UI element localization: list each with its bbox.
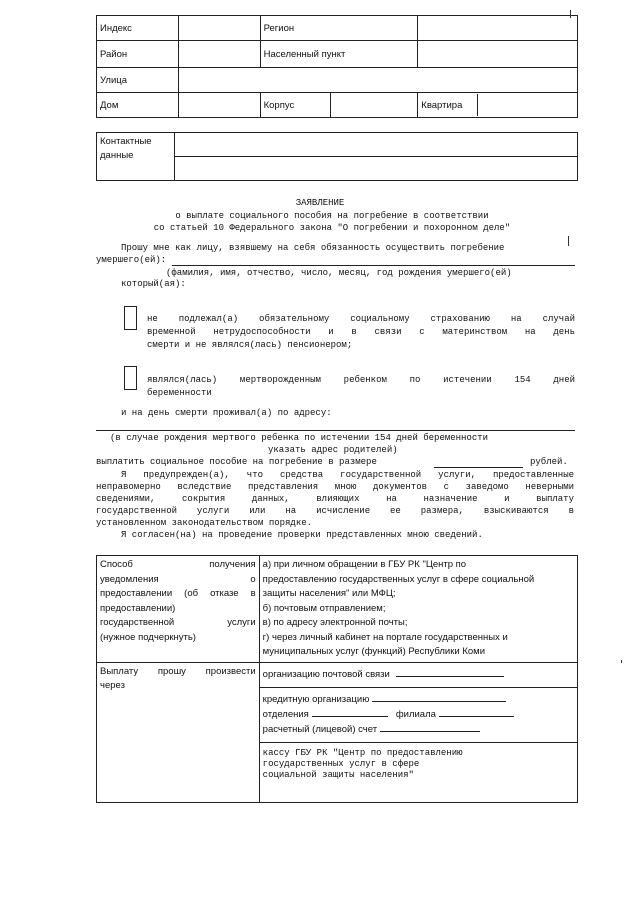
payout-branch-field[interactable]: [312, 707, 388, 717]
amount-field[interactable]: [434, 467, 523, 468]
warning-line4: государственной услуги или на исчисление ее размера, взыскиваются в: [96, 506, 574, 516]
region-field[interactable]: [418, 16, 578, 41]
option1-line3: смерти и не являлся(лась) пенсионером;: [147, 340, 353, 350]
residence-note1: (в случае рождения мертвого ребенка по истечении 154 дней беременности: [110, 433, 489, 443]
warning-line3: сведениями, сокрытия данных, влияющих на назначение и выплату: [96, 494, 574, 504]
option2-line2: беременности: [147, 388, 212, 398]
residence-label: и на день смерти проживал(а) по адресу:: [121, 408, 332, 418]
payout-account-label: расчетный (лицевой) счет: [262, 724, 378, 735]
payout-filial-label: филиала: [395, 709, 436, 720]
warning-paragraph: [96, 469, 574, 541]
district-label: Район: [97, 41, 179, 68]
apartment-field[interactable]: [477, 94, 577, 116]
warning-line5: установленном законодательством порядке.: [96, 518, 313, 528]
option1-line1: не подлежал(а) обязательному социальному страхованию на случай: [147, 314, 575, 324]
notify-option-a-line1: а) при личном обращении в ГБУ РК "Центр по: [262, 559, 467, 570]
residence-field[interactable]: [96, 430, 575, 431]
street-field[interactable]: [178, 68, 577, 93]
option1-text: [147, 313, 575, 352]
locality-field[interactable]: [418, 41, 578, 68]
deceased-field[interactable]: [172, 265, 575, 266]
deceased-hint: (фамилия, имя, отчество, число, месяц, год рождения умершего(ей): [166, 268, 512, 278]
payout-post-field[interactable]: [396, 667, 504, 677]
payout-cash-cell[interactable]: [259, 742, 577, 802]
payout-credit-label: кредитную организацию: [262, 694, 370, 705]
which-label: который(ая):: [121, 279, 186, 289]
notify-label-line5: государственной услуги: [100, 617, 256, 628]
warning-line2: неправомерно вследствие представления мною документов с заведомо неверными: [96, 482, 574, 492]
notify-option-d-line2: муниципальных услуг (функций) Республики Коми: [262, 646, 485, 657]
building-label: Корпус: [260, 93, 330, 118]
payout-cash-line3: социальной защиты населения": [262, 769, 414, 780]
notify-options-cell: [259, 556, 577, 663]
notify-option-a-line3: защиты населения" или МФЦ;: [262, 588, 396, 599]
payout-label-line2: через: [100, 680, 125, 691]
amount-currency: рублей.: [530, 457, 568, 467]
address-table: [96, 15, 578, 118]
options-table: [96, 555, 578, 803]
option2-line1: являлся(лась) мертворожденным ребенком по истечении 154 дней: [147, 375, 575, 385]
consent-line: Я согласен(на) на проведение проверки представленных мною сведений.: [121, 530, 483, 540]
payout-post-cell[interactable]: [259, 662, 577, 687]
notify-option-d[interactable]: [263, 631, 574, 660]
notify-option-a-line2: предоставлению государственных услуг в сфере социальной: [262, 573, 535, 585]
region-label: Регион: [260, 16, 418, 41]
apartment-cell: [418, 93, 578, 118]
locality-label: Населенный пункт: [260, 41, 418, 68]
district-field[interactable]: [178, 41, 260, 68]
payout-credit-field[interactable]: [372, 692, 506, 702]
contacts-label: [97, 133, 175, 181]
street-label: Улица: [97, 68, 179, 93]
notify-label-cell: [97, 556, 260, 663]
payout-label-cell: [97, 662, 260, 802]
request-line1: Прошу мне как лицу, взявшему на себя обязанность осуществить погребение: [121, 243, 505, 253]
header-line1: о выплате социального пособия на погребение в соответствии: [175, 211, 489, 221]
notify-label-line6: (нужное подчеркнуть): [100, 631, 196, 643]
amount-label: выплатить социальное пособие на погребение в размере: [96, 457, 377, 467]
house-label: Дом: [97, 93, 179, 118]
warning-line1: Я предупрежден(а), что средства государственной услуги, предоставленные: [121, 470, 574, 480]
option2-checkbox[interactable]: [124, 366, 137, 390]
residence-note2: указать адрес родителей): [268, 445, 398, 455]
house-field[interactable]: [178, 93, 260, 118]
notify-label-line2: уведомления о: [100, 573, 256, 585]
notify-option-c[interactable]: в) по адресу электронной почты;: [262, 617, 408, 628]
page-title: ЗАЯВЛЕНИЕ: [295, 198, 345, 208]
payout-cash-line2: государственных услуг в сфере: [262, 758, 420, 769]
contacts-label-line2: данные: [100, 150, 134, 161]
payout-filial-field[interactable]: [439, 707, 514, 717]
contacts-table: [96, 132, 578, 181]
header-line2: со статьей 10 Федерального закона "О погребении и похоронном деле": [153, 223, 511, 233]
payout-bank-cell[interactable]: [259, 687, 577, 742]
option1-checkbox[interactable]: [124, 306, 137, 330]
payout-cash-line1: кассу ГБУ РК "Центр по предоставлению: [262, 747, 463, 758]
notify-label-line4: предоставлении): [100, 602, 176, 614]
notify-option-a[interactable]: [263, 558, 574, 602]
payout-label-line1: Выплату прошу произвести: [100, 665, 256, 677]
payout-post-label: организацию почтовой связи: [262, 668, 390, 680]
building-field[interactable]: [330, 93, 418, 118]
notify-option-d-line1: г) через личный кабинет на портале государственных и: [262, 631, 508, 643]
option2-text: [147, 374, 575, 400]
contacts-label-line1: Контактные: [100, 136, 152, 147]
scan-mark-top: [570, 10, 571, 18]
payout-account-field[interactable]: [380, 722, 480, 732]
notify-option-b[interactable]: б) почтовым отправлением;: [262, 602, 386, 614]
deceased-label: умершего(ей):: [96, 255, 167, 265]
scan-mark-right: [621, 660, 622, 663]
scan-mark-middle: [568, 236, 569, 246]
notify-label-line3: предоставлении (об отказе в: [100, 588, 256, 599]
apartment-label: Квартира: [421, 99, 463, 111]
index-field[interactable]: [178, 16, 260, 41]
contacts-field-1[interactable]: [174, 133, 577, 157]
notify-label-line1: Способ получения: [100, 559, 256, 570]
payout-branch-label: отделения: [262, 709, 309, 720]
index-label: Индекс: [97, 16, 179, 41]
option1-line2: временной нетрудоспособности и в связи с материнством на день: [147, 327, 575, 337]
contacts-field-2[interactable]: [174, 157, 577, 181]
